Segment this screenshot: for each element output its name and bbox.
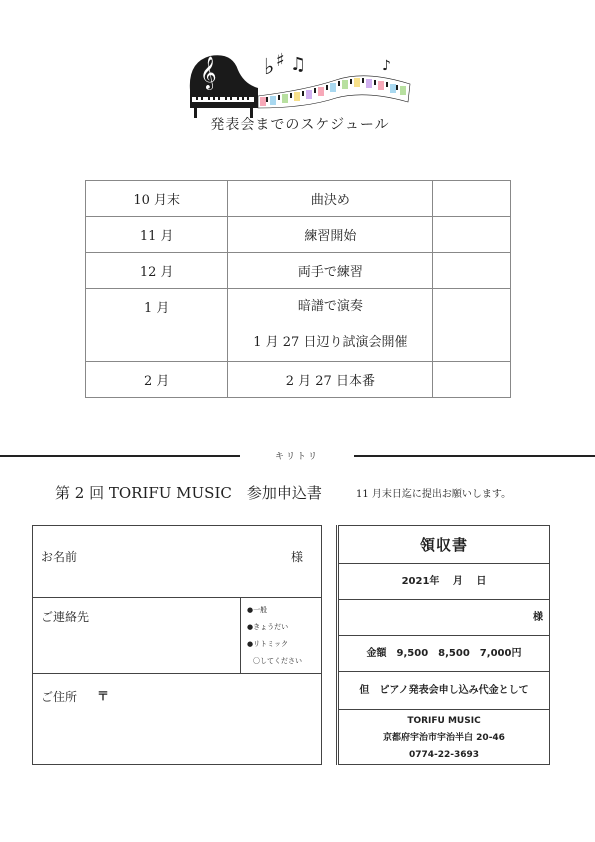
name-label: お名前 <box>41 550 78 564</box>
receipt-date: 2021年 月 日 <box>339 564 549 600</box>
application-form <box>32 525 322 765</box>
address-label: ご住所 <box>41 690 78 704</box>
schedule-event: 2 月 27 日本番 <box>228 362 433 398</box>
schedule-month: 1 月 <box>86 289 228 362</box>
schedule-check-cell <box>433 362 511 398</box>
schedule-row <box>86 289 511 362</box>
schedule-row <box>86 362 511 398</box>
schedule-month: 10 月末 <box>86 181 228 217</box>
sharp-icon: ♯ <box>276 50 285 71</box>
schedule-event-line: 1 月 27 日辺り試演会開催 <box>253 335 408 350</box>
issuer-name: TORIFU MUSIC <box>407 716 481 726</box>
contact-label: ご連絡先 <box>41 610 90 624</box>
receipt <box>338 525 550 765</box>
issuer-phone: 0774-22-3693 <box>408 750 480 760</box>
receipt-purpose: 但 ピアノ発表会申し込み代金として <box>339 672 549 710</box>
cut-label: キリトリ <box>274 452 319 462</box>
contact-option[interactable]: ●一般 <box>247 606 268 614</box>
schedule-check-cell <box>433 253 511 289</box>
schedule-check-cell <box>433 217 511 253</box>
receipt-payee: 様 <box>339 600 549 636</box>
piano-logo <box>186 40 412 122</box>
name-field[interactable] <box>33 526 321 598</box>
schedule-month: 2 月 <box>86 362 228 398</box>
postal-mark-icon: 〒 <box>97 689 110 703</box>
contact-options <box>240 598 321 673</box>
schedule-event-line: 暗譜で演奏 <box>297 299 363 314</box>
schedule-check-cell <box>433 289 511 362</box>
cut-line-left <box>0 455 240 457</box>
schedule-event: 両手で練習 <box>228 253 433 289</box>
flat-icon: ♭ <box>264 55 275 80</box>
application-deadline: 11 月末日迄に提出お願いします。 <box>356 489 512 500</box>
double-eighth-note-icon: ♫ <box>290 54 307 75</box>
svg-text:♪: ♪ <box>382 58 391 74</box>
schedule-row <box>86 217 511 253</box>
address-field[interactable] <box>33 674 321 764</box>
schedule-row <box>86 181 511 217</box>
receipt-issuer <box>339 710 549 764</box>
issuer-address: 京都府宇治市宇治半白 20-46 <box>383 733 505 743</box>
form-divider <box>336 525 337 765</box>
schedule-event: 曲決め <box>228 181 433 217</box>
cut-line-right <box>354 455 595 457</box>
schedule-event: 練習開始 <box>228 217 433 253</box>
receipt-title: 領収書 <box>339 526 549 564</box>
contact-field[interactable] <box>33 598 321 674</box>
name-suffix: 様 <box>291 550 304 564</box>
contact-option[interactable]: ●リトミック <box>247 640 288 648</box>
receipt-amount: 金額 9,500 8,500 7,000円 <box>339 636 549 672</box>
schedule-month: 11 月 <box>86 217 228 253</box>
schedule-table <box>85 180 511 398</box>
schedule-month: 12 月 <box>86 253 228 289</box>
schedule-row <box>86 253 511 289</box>
schedule-event <box>228 289 433 362</box>
application-title: 第 2 回 TORIFU MUSIC 参加申込書 <box>55 484 322 502</box>
contact-option[interactable]: ●きょうだい <box>247 623 289 631</box>
contact-option-note: 〇してください <box>253 657 302 665</box>
treble-clef-icon: 𝄞 <box>200 56 217 89</box>
grand-piano-logo-icon <box>186 40 412 122</box>
schedule-check-cell <box>433 181 511 217</box>
schedule-title: 発表会までのスケジュール <box>210 117 390 133</box>
